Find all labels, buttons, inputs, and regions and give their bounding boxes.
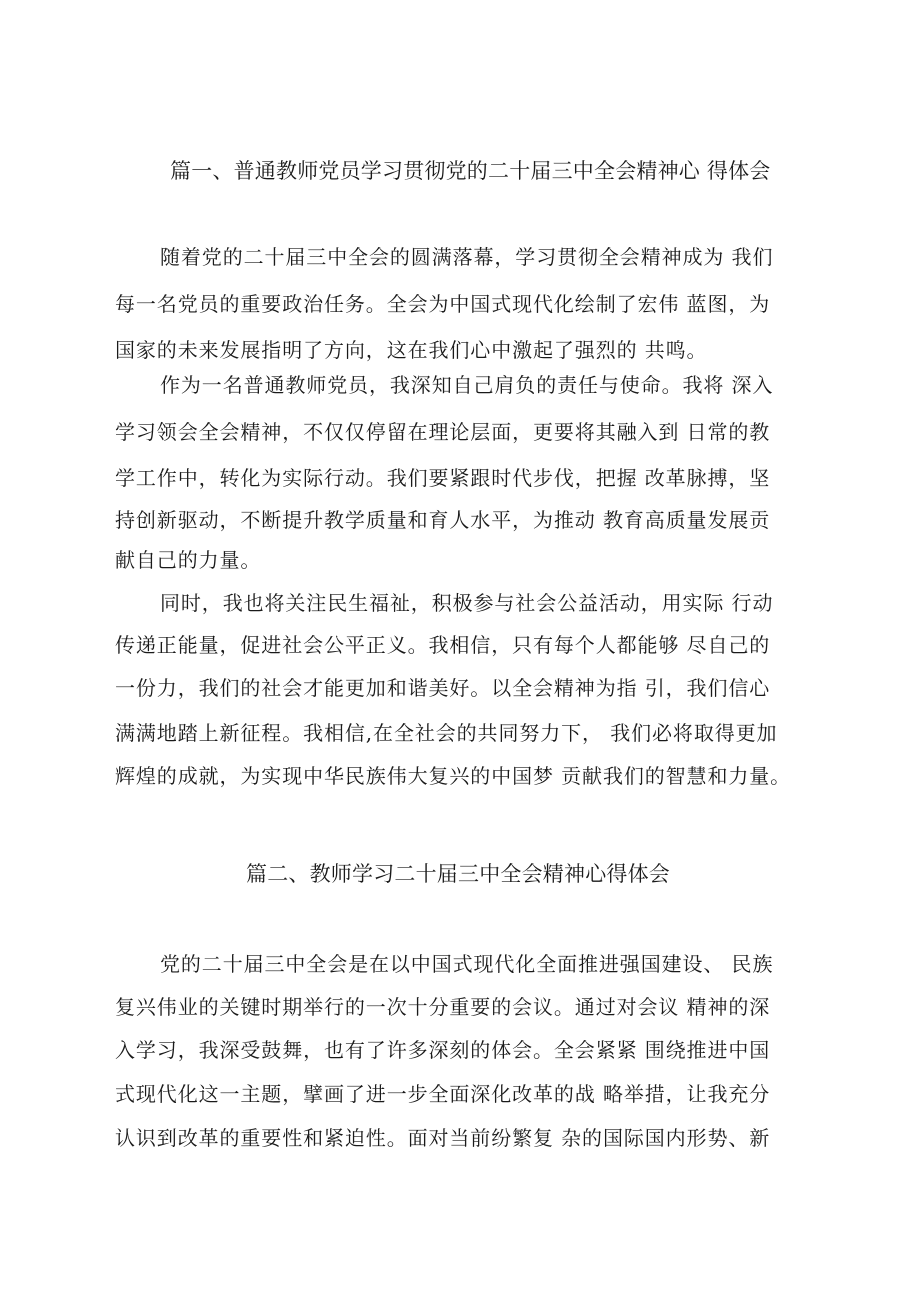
section-2-title: 篇二、教师学习二十届三中全会精神心得体会 xyxy=(246,862,670,886)
section-1-line: 献自己的力量。 xyxy=(115,548,262,572)
section-2-line: 入学习，我深受鼓舞，也有了许多深刻的体会。全会紧紧 围绕推进中国 xyxy=(115,1038,771,1062)
section-1-line: 每一名党员的重要政治任务。全会为中国式现代化绘制了宏伟 蓝图，为 xyxy=(115,292,771,316)
section-1-title: 篇一、普通教师党员学习贯彻党的二十届三中全会精神心 得体会 xyxy=(170,159,771,183)
section-1-line: 随着党的二十届三中全会的圆满落幕，学习贯彻全会精神成为 我们 xyxy=(160,245,774,269)
section-2-line: 认识到改革的重要性和紧迫性。面对当前纷繁复 杂的国际国内形势、新 xyxy=(115,1126,771,1150)
section-1-line: 同时，我也将关注民生福祉，积极参与社会公益活动，用实际 行动 xyxy=(160,591,774,615)
section-2-line: 式现代化这一主题，擘画了进一步全面深化改革的战 略举措，让我充分 xyxy=(115,1082,771,1106)
section-2-line: 复兴伟业的关键时期举行的一次十分重要的会议。通过对会议 精神的深 xyxy=(115,995,771,1019)
section-1-line: 持创新驱动，不断提升教学质量和育人水平，为推动 教育高质量发展贡 xyxy=(115,508,771,532)
section-1-line: 满满地踏上新征程。我相信,在全社会的共同努力下， 我们必将取得更加 xyxy=(115,721,778,745)
section-1-line: 国家的未来发展指明了方向，这在我们心中激起了强烈的 共鸣。 xyxy=(115,338,708,362)
section-1-line: 学工作中，转化为实际行动。我们要紧跟时代步伐，把握 改革脉搏，坚 xyxy=(115,466,771,490)
section-1-line: 传递正能量，促进社会公平正义。我相信，只有每个人都能够 尽自己的 xyxy=(115,633,771,657)
section-1-line: 学习领会全会精神，不仅仅停留在理论层面，更要将其融入到 日常的教 xyxy=(115,420,771,444)
section-1-line: 辉煌的成就，为实现中华民族伟大复兴的中国梦 贡献我们的智慧和力量。 xyxy=(115,764,792,788)
section-1-line: 作为一名普通教师党员，我深知自己肩负的责任与使命。我将 深入 xyxy=(160,373,774,397)
section-1-line: 一份力，我们的社会才能更加和谐美好。以全会精神为指 引，我们信心 xyxy=(115,676,771,700)
section-2-line: 党的二十届三中全会是在以中国式现代化全面推进强国建设、 民族 xyxy=(160,952,774,976)
